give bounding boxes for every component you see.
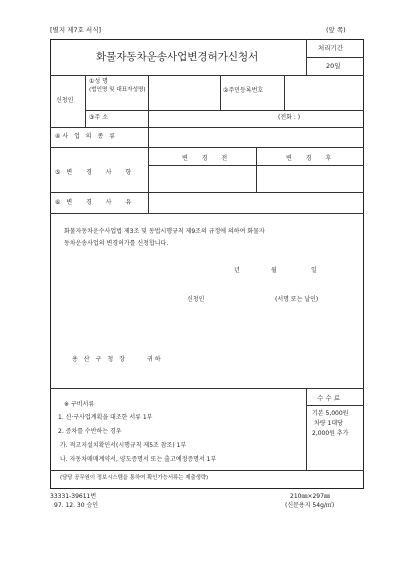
statement-line-2: 동차운송사업의 변경허가를 신청합니다. (64, 240, 169, 247)
change-reason-label: ⑥변 경 사 유 (55, 199, 138, 206)
resident-number-label: ②주민등록번호 (223, 87, 264, 94)
documents-item-2: 2. 증차를 수반하는 경우 (58, 428, 122, 435)
row-line-address (50, 127, 364, 128)
form-title: 화물자동차운송사업변경허가신청서 (96, 51, 259, 63)
fee-line-1: 기본 5,000원 (312, 410, 349, 417)
footer-paper-size: 210㎜×297㎜ (290, 493, 330, 500)
signature-note: (서명 또는 날인) (275, 296, 319, 303)
resident-number-divider (284, 75, 285, 110)
documents-heading: ※ 구비서류 (64, 401, 95, 408)
fee-header-line (306, 405, 364, 406)
row-line-documents (50, 470, 364, 471)
documents-item-1: 1. 신·구사업계획을 대조한 서류 1부 (58, 414, 153, 421)
fee-line-2: 차량 1대당 (314, 420, 343, 427)
statement-line-1: 화물자동차운수사업법 제3조 및 동법시행규칙 제9조의 규정에 의하여 화물자 (64, 228, 265, 235)
date-day-label: 일 (311, 267, 317, 274)
applicant-group-label: 신청인 (56, 97, 74, 104)
fee-label: 수 수 료 (317, 394, 340, 402)
recipient-suffix: 귀하 (147, 356, 163, 363)
business-type-label: ④사 업 의 종 류 (55, 133, 117, 140)
processing-divider (306, 57, 364, 58)
footer-approval: 97. 12. 30 승인 (54, 502, 99, 509)
processing-period-value: 20일 (326, 62, 341, 70)
row-line-statement (50, 388, 364, 389)
fee-divider (306, 388, 307, 470)
change-items-label: ⑤변 경 사 항 (55, 169, 138, 176)
page-side-label: (앞 쪽) (326, 26, 346, 34)
name-sublabel: (법인명 및 대표자성명) (89, 87, 146, 93)
change-reason-divider (148, 192, 149, 213)
business-type-divider (148, 127, 149, 147)
change-before-after-divider (256, 147, 257, 192)
change-before-header: 변 경 전 (182, 155, 234, 162)
form-reference: [별지 제7호 서식] (50, 26, 102, 34)
change-items-divider (148, 147, 149, 192)
row-line-change (50, 192, 364, 193)
footer-paper-type: (신문용지 54g/㎡) (285, 502, 335, 509)
row-line-business (50, 147, 364, 148)
address-label: ③주 소 (89, 114, 108, 121)
name-label-divider (148, 75, 149, 127)
documents-item-2b: 나. 자동차매매계약서, 양도증명서 또는 출고예정증명서 1부 (60, 456, 217, 463)
change-after-header: 변 경 후 (286, 155, 338, 162)
fee-line-3: 2,000원 추가 (312, 430, 349, 437)
documents-item-2a: 가. 적고지설치확인서(시행규칙 제5조 참조) 1부 (60, 442, 187, 449)
date-year-label: 년 (234, 267, 240, 274)
row-line-reason (50, 213, 364, 214)
date-month-label: 월 (271, 267, 277, 274)
signer-label: 신청인 (187, 296, 205, 303)
change-header-line (148, 165, 364, 166)
row-line-name (85, 110, 364, 111)
row-line-title (50, 75, 364, 76)
name-label: ①성 명 (89, 78, 108, 85)
applicant-group-divider (85, 75, 86, 127)
name-value-divider (220, 75, 221, 110)
documents-note: (담당 공무원이 정보시스템을 통하여 확인가능서류는 제출생략) (60, 475, 209, 481)
recipient-name: 용산구청장 (72, 356, 131, 363)
footer-form-code: 33331-39611번 (50, 493, 97, 500)
phone-label: (전화 : ) (278, 114, 301, 121)
processing-period-label: 처리기간 (318, 44, 344, 52)
